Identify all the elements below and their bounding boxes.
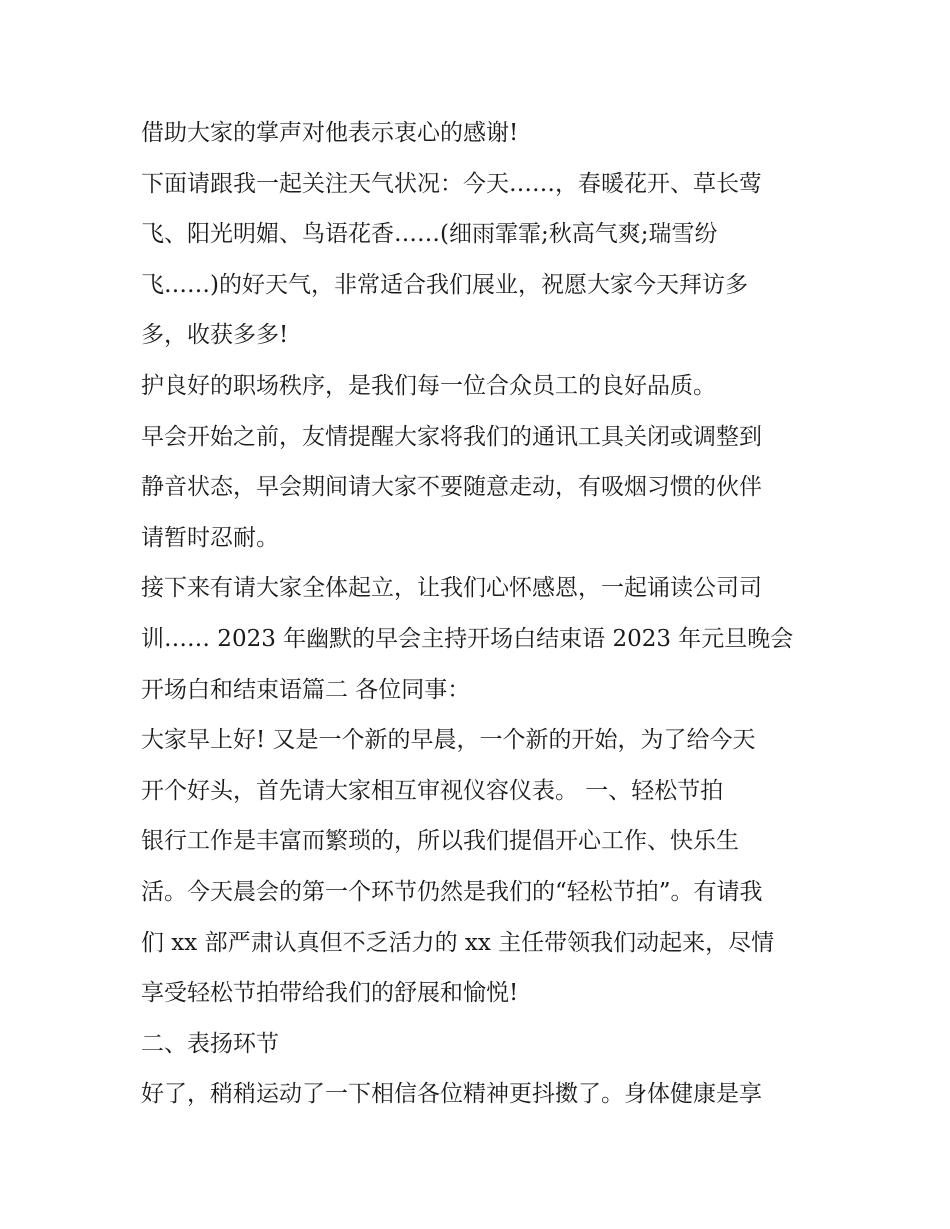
text-line: 接下来有请大家全体起立，让我们心怀感恩，一起诵读公司司 [141,575,762,602]
text-line: 大家早上好! 又是一个新的早晨，一个新的开始，为了给今天 [141,727,756,754]
text-line: 们 xx 部严肃认真但不乏活力的 xx 主任带领我们动起来，尽情 [141,929,775,956]
text-line: 二、表扬环节 [141,1030,279,1057]
text-line: 活。今天晨会的第一个环节仍然是我们的“轻松节拍”。有请我 [141,878,763,905]
text-line: 静音状态，早会期间请大家不要随意走动，有吸烟习惯的伙伴 [141,474,762,501]
text-line: 享受轻松节拍带给我们的舒展和愉悦! [141,980,519,1007]
text-line: 开场白和结束语篇二 各位同事： [141,676,471,703]
text-line: 借助大家的掌声对他表示衷心的感谢! [141,120,519,146]
text-line: 飞……)的好天气，非常适合我们展业，祝愿大家今天拜访多 [141,271,748,298]
text-line: 护良好的职场秩序，是我们每一位合众员工的良好品质。 [141,372,716,399]
document-body [141,108,821,1120]
text-line: 请暂时忍耐。 [141,524,279,551]
text-line: 多，收获多多! [141,322,289,349]
text-line: 训…… 2023 年幽默的早会主持开场白结束语 2023 年元旦晚会 [141,625,794,652]
text-line: 早会开始之前，友情提醒大家将我们的通讯工具关闭或调整到 [141,423,762,450]
text-line: 飞、阳光明媚、鸟语花香……(细雨霏霏;秋高气爽;瑞雪纷 [141,221,718,248]
text-line: 银行工作是丰富而繁琐的，所以我们提倡开心工作、快乐生 [141,828,739,855]
text-line: 好了，稍稍运动了一下相信各位精神更抖擞了。身体健康是享 [141,1081,762,1108]
text-line: 下面请跟我一起关注天气状况：今天……，春暖花开、草长莺 [141,170,762,197]
text-line: 开个好头，首先请大家相互审视仪容仪表。 一、轻松节拍 [141,777,724,804]
